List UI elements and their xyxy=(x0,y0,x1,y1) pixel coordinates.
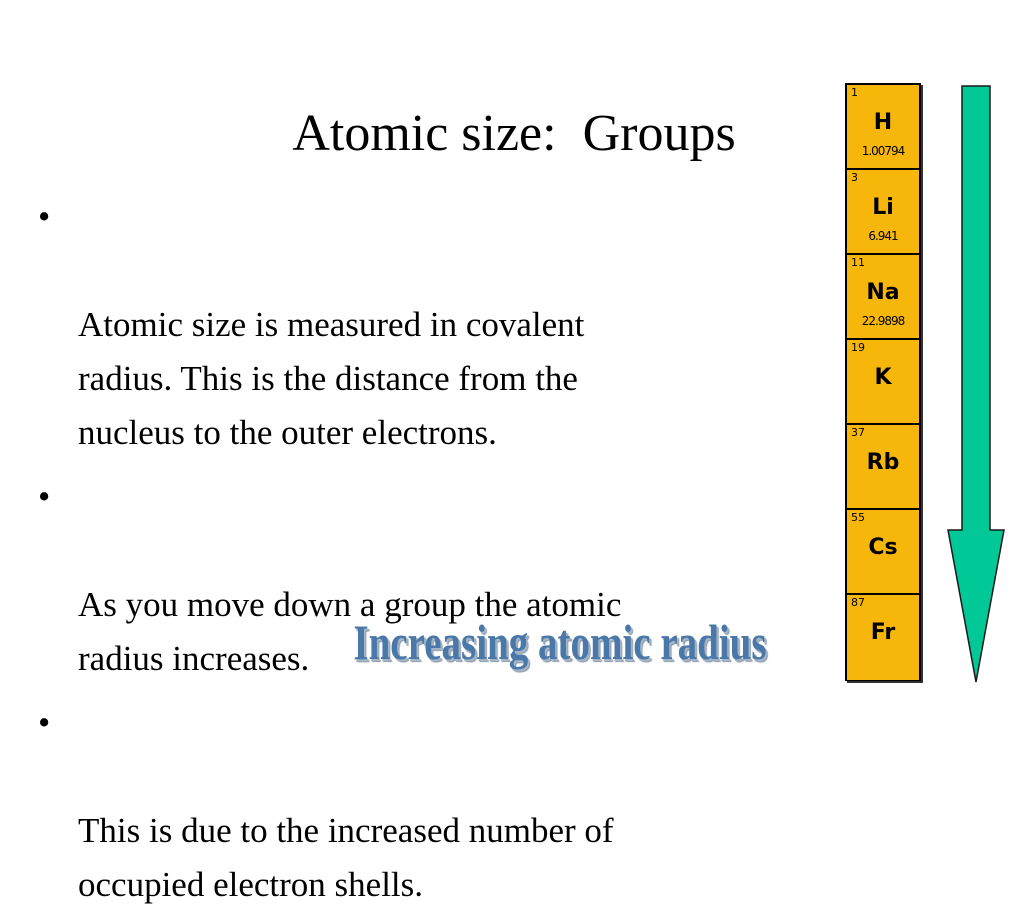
bullet-dot: • xyxy=(38,703,51,742)
periodic-group-column xyxy=(845,83,921,681)
bullet-dot: • xyxy=(38,477,51,516)
element-cell-rb xyxy=(847,425,919,510)
atomic-number: 37 xyxy=(851,426,865,439)
element-cell-k xyxy=(847,340,919,425)
element-symbol: Li xyxy=(872,195,894,220)
bullet-item-1 xyxy=(38,190,808,460)
slide-title: Atomic size: Groups xyxy=(292,105,736,162)
bullet-dot: • xyxy=(38,197,51,236)
bullet-list xyxy=(38,190,808,922)
element-cell-na xyxy=(847,255,919,340)
down-arrow-shape xyxy=(948,86,1004,682)
bullet-text-2: As you move down a group the atomic radius increases. xyxy=(78,585,622,678)
element-symbol: Rb xyxy=(866,450,900,475)
element-cell-h xyxy=(847,85,919,170)
atomic-mass: 22.9898 xyxy=(861,314,905,328)
element-cell-cs xyxy=(847,510,919,595)
atomic-number: 87 xyxy=(851,596,865,609)
wordart-caption: Increasing atomic radius xyxy=(353,614,767,670)
element-symbol: Cs xyxy=(868,535,898,560)
element-symbol: Na xyxy=(866,280,900,305)
bullet-text-1: Atomic size is measured in covalent radius. This is the distance from the nucleus to the outer electrons. xyxy=(78,305,585,452)
element-cell-fr xyxy=(847,595,919,680)
element-symbol: H xyxy=(873,110,893,135)
atomic-mass: 1.00794 xyxy=(861,144,905,158)
bullet-item-3 xyxy=(38,696,808,912)
down-arrow-icon xyxy=(940,80,1010,690)
atomic-number: 55 xyxy=(851,511,865,524)
atomic-number: 3 xyxy=(851,171,858,184)
element-symbol: Fr xyxy=(870,620,896,645)
atomic-number: 1 xyxy=(851,86,858,99)
element-symbol: K xyxy=(874,365,892,390)
atomic-mass: 6.941 xyxy=(868,229,898,243)
atomic-number: 11 xyxy=(851,256,865,269)
bullet-text-3: This is due to the increased number of occupied electron shells. xyxy=(78,811,614,904)
atomic-number: 19 xyxy=(851,341,865,354)
element-cell-li xyxy=(847,170,919,255)
